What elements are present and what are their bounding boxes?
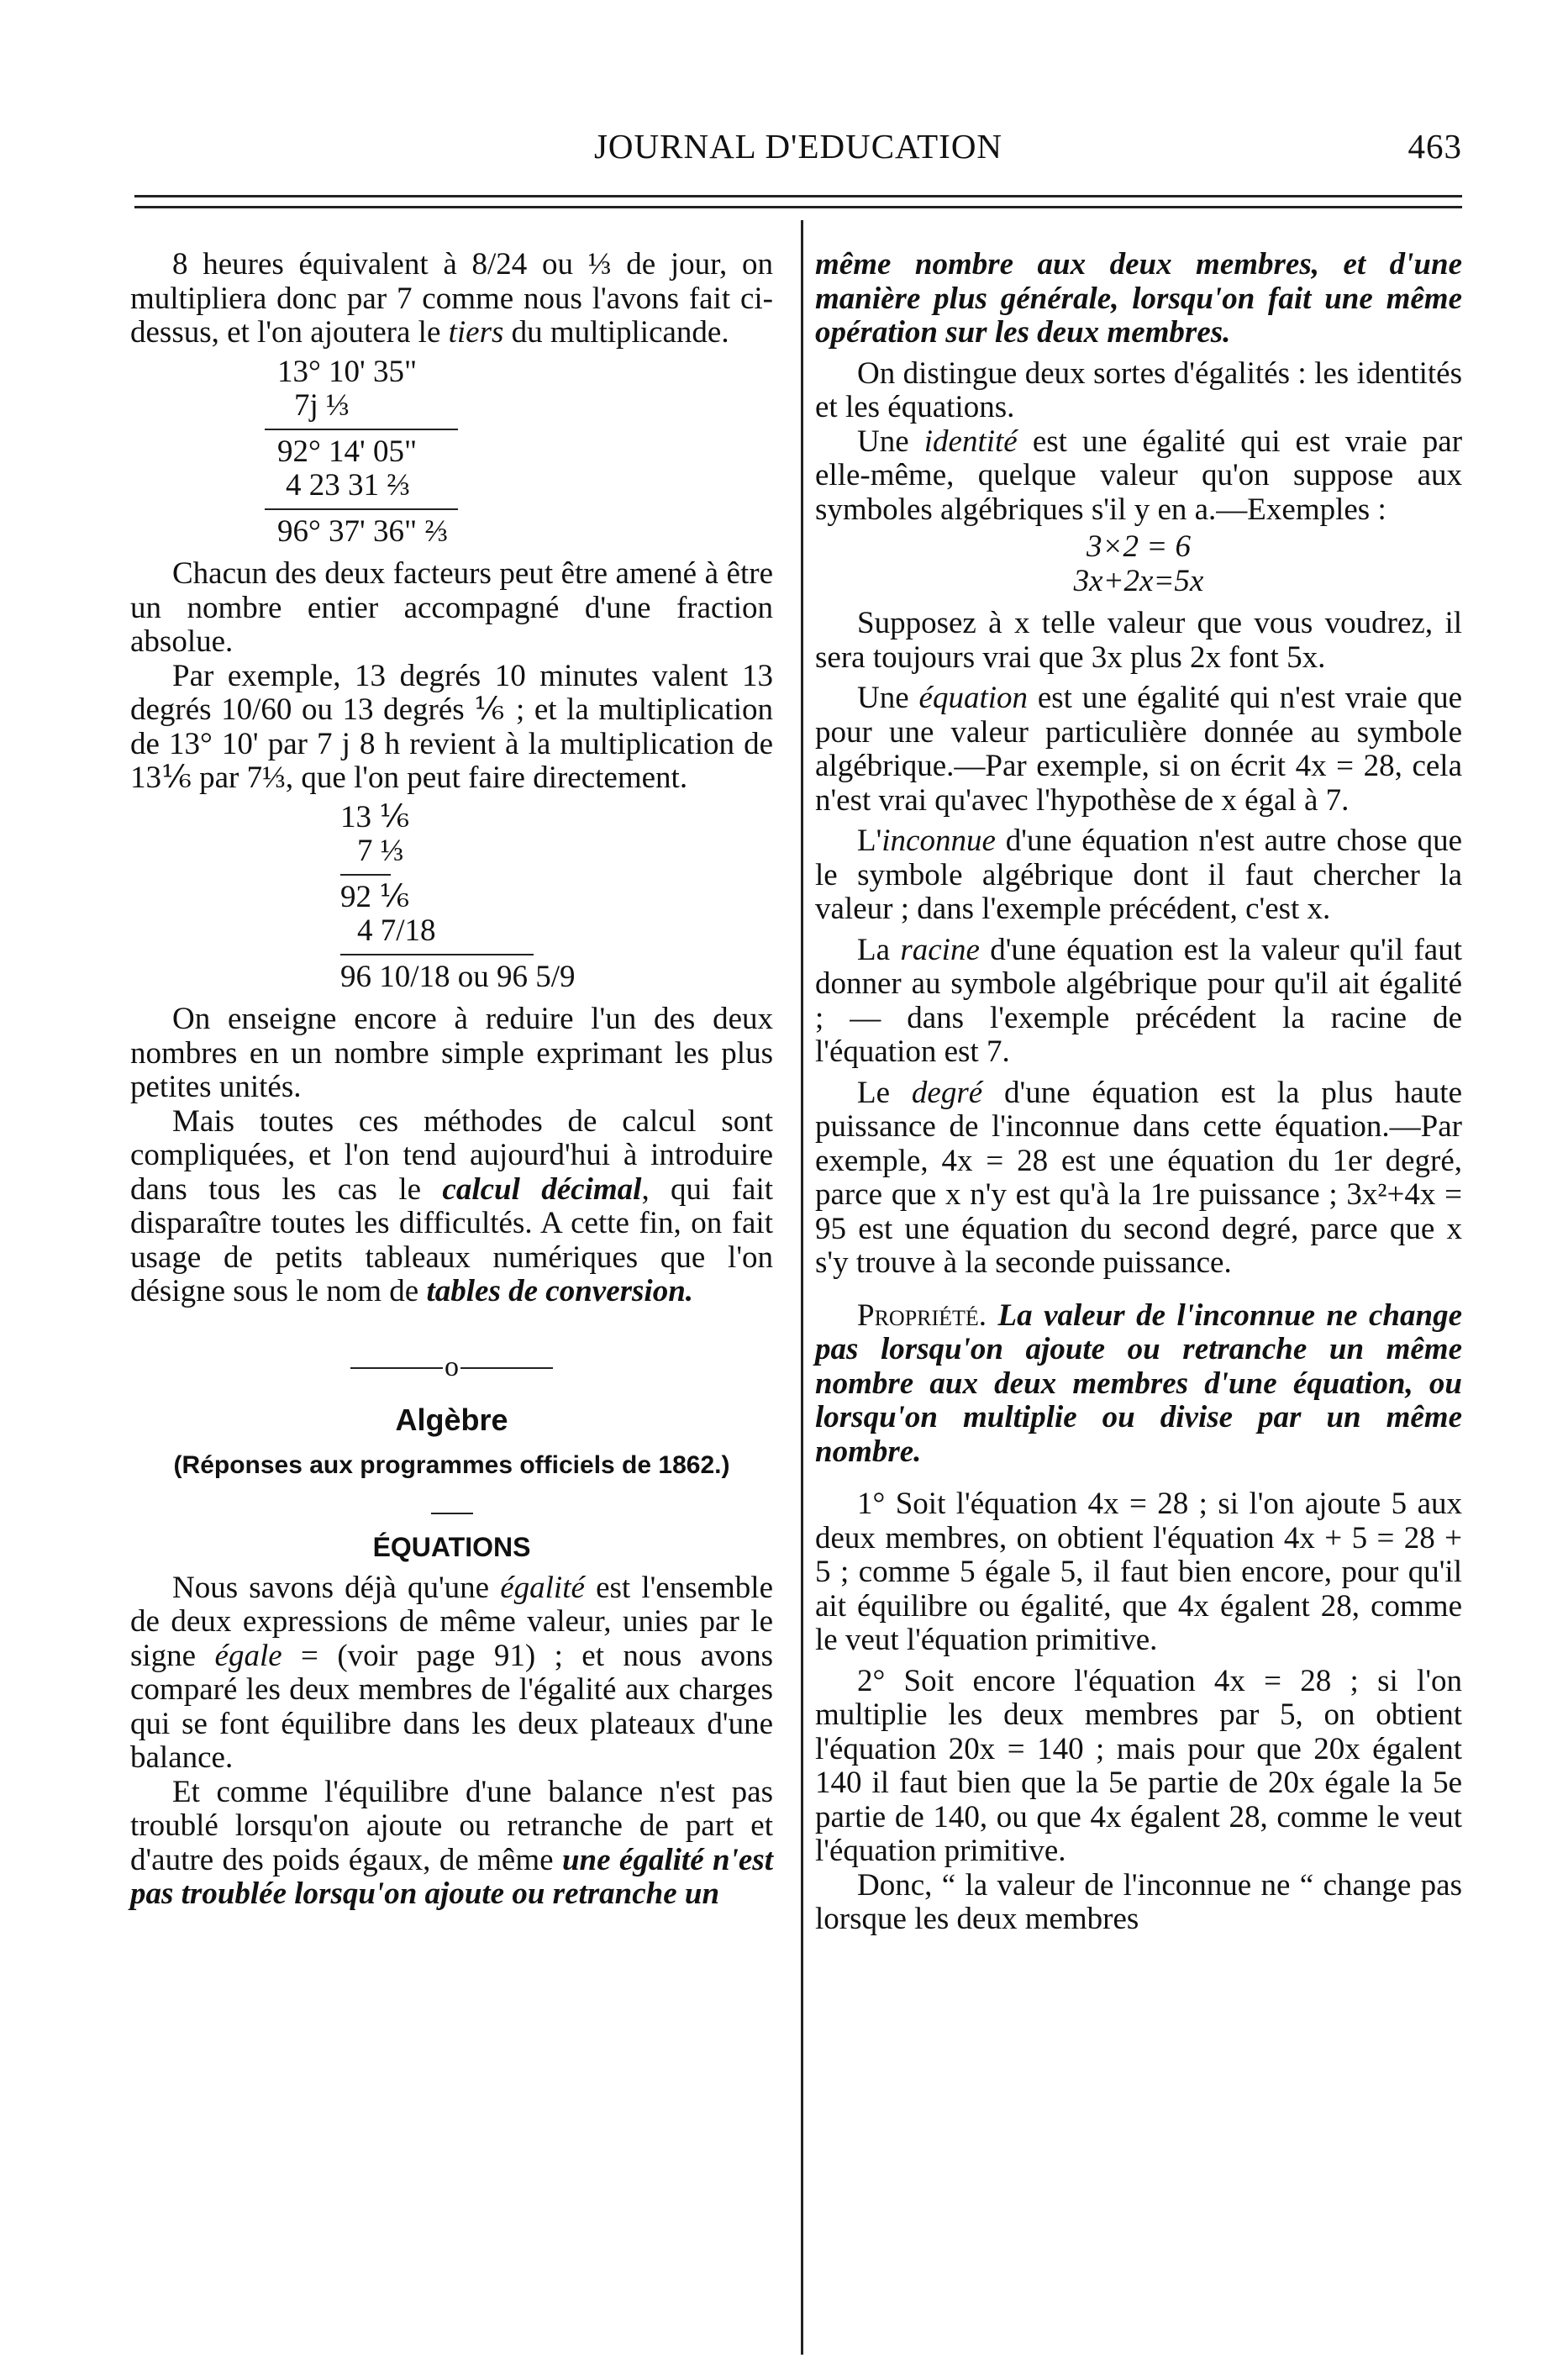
paragraph: On enseigne encore à reduire l'un des deux nombres en un nombre simple exprimant les plus petites unités. — [130, 1002, 773, 1104]
left-column — [130, 248, 773, 1912]
header-rule-bottom — [134, 206, 1462, 208]
subsection-heading: ÉQUATIONS — [372, 1532, 531, 1563]
journal-title: JOURNAL D'EDUCATION — [593, 127, 1003, 166]
paragraph: L'inconnue d'une équation n'est autre chose que le symbole algébrique dont il faut chercher la valeur ; dans l'exemple précédent, c'est x. — [815, 824, 1463, 926]
page-number: 463 — [1408, 127, 1462, 166]
page-header — [134, 126, 1462, 176]
paragraph: Une équation est une égalité qui n'est vraie que pour une valeur particulière donnée au symbole algébrique.—Par exemple, si on écrit 4x = 28, cela n'est vrai qu'avec l'hypothèse de x égal à 7. — [815, 681, 1463, 818]
paragraph: 1° Soit l'équation 4x = 28 ; si l'on ajoute 5 aux deux membres, on obtient l'équation 4x + 5 = 28 + 5 ; comme 5 égale 5, il faut bien encore, pour qu'il ait équilibre ou égalité, que 4x égalent 28, comme le veut l'équation primitive. — [815, 1487, 1462, 1657]
paragraph: Propriété. La valeur de l'inconnue ne change pas lorsqu'on ajoute ou retranche un même nombre aux deux membres d'une équation, ou lorsqu'on multiplie ou divise par un même nombre. — [815, 1297, 1462, 1469]
header-rule-top — [134, 195, 1462, 197]
paragraph: Et comme l'équilibre d'une balance n'est pas troublé lorsqu'on ajoute ou retranche de part et d'autre des poids égaux, de même une égalité n'est pas troublée lorsqu'on ajoute ou retranche un — [130, 1774, 773, 1912]
calc-rule — [265, 508, 458, 510]
section-heading: Algèbre — [395, 1402, 508, 1437]
right-column — [815, 248, 1462, 1937]
example-equation: 3x+2x=5x — [1073, 563, 1204, 598]
section-separator: o — [130, 1350, 773, 1385]
paragraph: 8 heures équivalent à 8/24 ou ⅓ de jour, on multipliera donc par 7 comme nous l'avons fait ci-dessus, et l'on ajoutera le tiers du multiplicande. — [130, 247, 773, 350]
paragraph: On distingue deux sortes d'égalités : les identités et les équations. — [815, 355, 1462, 424]
calc-rule — [340, 954, 534, 955]
paragraph: Par exemple, 13 degrés 10 minutes valent 13 degrés 10/60 ou 13 degrés ⅙ ; et la multiplication de 13° 10' par 7 j 8 h revient à la multiplication de 13⅙ par 7⅓, que l'on peut faire directement. — [130, 658, 773, 795]
paragraph: Une identité est une égalité qui est vraie par elle-même, quelque valeur qu'on suppose aux symboles algébriques s'il y en a.—Exemples : — [815, 424, 1463, 527]
example-equation: 3×2 = 6 — [1087, 529, 1191, 564]
calc-rule — [340, 874, 391, 876]
calculation-block-1: 13° 10' 35" 7j ⅓ 92° 14' 05" 4 23 31 ⅔ 96° 37' 36" ⅔ — [265, 355, 458, 550]
paragraph: Supposez à x telle valeur que vous voudrez, il sera toujours vrai que 3x plus 2x font 5x. — [815, 606, 1462, 675]
paragraph: Mais toutes ces méthodes de calcul sont compliquées, et l'on tend aujourd'hui à introduire dans tous les cas le calcul décimal, qui fait disparaître toutes les difficultés. A cette fin, on fait usage de petits tableaux numériques que l'on désigne sous le nom de tables de conversion. — [130, 1103, 774, 1308]
paragraph: 2° Soit encore l'équation 4x = 28 ; si l'on multiplie les deux membres par 5, on obtient l'équation 20x = 140 ; mais pour que 20x égalent 140 il faut bien que la 5e partie de 20x égale la 5e partie de 140, ou que 4x égalent 28, comme le veut l'équation primitive. — [815, 1663, 1462, 1868]
column-divider — [801, 220, 803, 2355]
calculation-block-2: 13 ⅙ 7 ⅓ 92 ⅙ 4 7/18 96 10/18 ou 96 5/9 — [340, 799, 576, 994]
short-rule — [130, 1488, 773, 1523]
paragraph: Nous savons déjà qu'une égalité est l'ensemble de deux expressions de même valeur, unies par le signe égale = (voir page 91) ; et nous avons comparé les deux membres de l'égalité aux charges qui se font équilibre dans les deux plateaux d'une balance. — [130, 1570, 774, 1776]
paragraph: Le degré d'une équation est la plus haute puissance de l'inconnue dans cette équation.—Par exemple, 4x = 28 est une équation du 1er degré, parce que x n'y est qu'à la 1re puissance ; 3x²+4x = 95 est une équation du second degré, parce que x s'y trouve à la seconde puissance. — [815, 1075, 1462, 1280]
paragraph: Chacun des deux facteurs peut être amené à être un nombre entier accompagné d'une fraction absolue. — [130, 556, 773, 659]
calc-rule — [265, 429, 458, 430]
section-subtitle: (Réponses aux programmes officiels de 1862.) — [173, 1451, 730, 1480]
paragraph: Donc, “ la valeur de l'inconnue ne “ change pas lorsque les deux membres — [815, 1867, 1462, 1936]
paragraph: même nombre aux deux membres, et d'une manière plus générale, lorsqu'on fait une même opération sur les deux membres. — [815, 247, 1462, 350]
paragraph: La racine d'une équation est la valeur qu'il faut donner au symbole algébrique pour qu'il ait égalité ; — dans l'exemple précédent la racine de l'équation est 7. — [815, 932, 1463, 1069]
